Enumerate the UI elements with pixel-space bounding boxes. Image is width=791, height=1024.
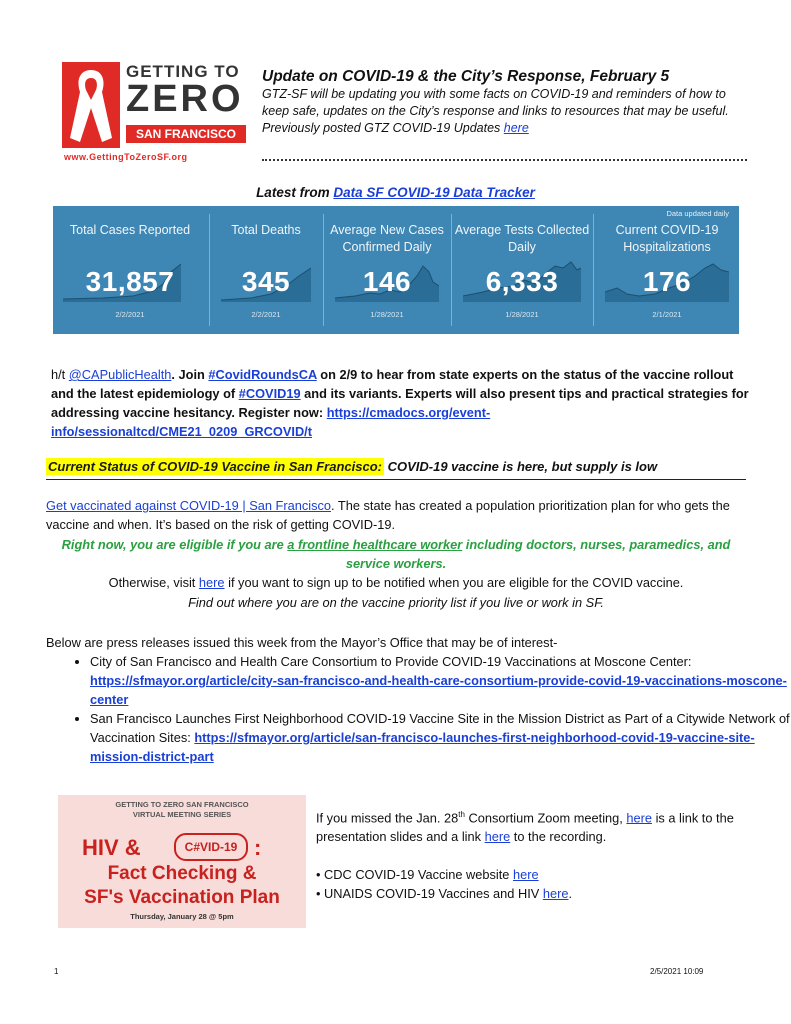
ht-prefix: h/t — [51, 367, 69, 382]
ht-text2: and its variants. Experts will also present tips and practical strategies for addressing vaccine hesitancy. Register now: — [51, 386, 749, 420]
covid-rounds-announcement — [51, 365, 751, 441]
status-rest: COVID-19 vaccine is here, but supply is low — [384, 459, 658, 474]
missed-p2: Consortium Zoom meeting, — [464, 810, 627, 826]
banner-covid: C#VID-19 — [174, 833, 248, 861]
priority-list-note: Find out where you are on the vaccine priority list if you live or work in SF. — [188, 595, 604, 610]
missed-sup: th — [458, 810, 465, 819]
logo-line3: SAN FRANCISCO — [126, 125, 246, 143]
unaids-suffix: . — [568, 886, 573, 901]
eligibility-suffix: including doctors, nurses, paramedics, and service workers. — [345, 537, 731, 571]
eligibility-prefix: Right now, you are eligible if you are — [61, 537, 288, 552]
press-text: San Francisco Launches First Neighborhood COVID-19 Vaccine Site in the Mission District as Part of a Citywide Network of Vaccination Sites: — [90, 711, 790, 745]
footer-timestamp: 2/5/2021 10:09 — [650, 967, 704, 976]
frontline-worker-link[interactable]: a frontline healthcare worker — [287, 537, 463, 552]
tile-date: 2/1/2021 — [652, 310, 682, 319]
tile-label: Average Tests Collected Daily — [454, 223, 590, 254]
unaids-text: • UNAIDS COVID-19 Vaccines and HIV — [316, 886, 543, 901]
banner-date: Thursday, January 28 @ 5pm — [130, 912, 234, 921]
banner-colon: : — [254, 835, 262, 860]
eligibility-note — [46, 535, 746, 573]
tile-label: Average New Cases Confirmed Daily — [330, 223, 444, 254]
missed-p1: If you missed the Jan. 28 — [316, 810, 459, 826]
tile-avg-new-cases — [325, 206, 449, 334]
vaccine-text: . The state has created a population prioritization plan for who gets the vaccine and when. It’s based on the risk of getting COVID-19. — [46, 498, 730, 532]
status-highlight: Current Status of COVID-19 Vaccine in San Francisco: — [48, 459, 382, 474]
cdc-link[interactable]: here — [512, 867, 539, 882]
tile-date: 2/2/2021 — [115, 310, 145, 319]
logo-line2: ZERO — [126, 78, 244, 120]
tile-date: 2/2/2021 — [251, 310, 281, 319]
updated-note: Data updated daily — [666, 209, 729, 218]
tile-hospitalizations — [595, 206, 739, 334]
notify-note — [46, 573, 746, 592]
header-divider — [262, 159, 747, 161]
tile-value: 31,857 — [85, 266, 175, 297]
banner-vaccination-plan: SF's Vaccination Plan — [84, 887, 280, 908]
logo-url: www.GettingToZeroSF.org — [64, 152, 188, 162]
tile-value: 6,333 — [485, 266, 559, 297]
tile-total-cases — [53, 206, 207, 334]
tile-separator — [209, 214, 210, 326]
page-title: Update on COVID-19 & the City’s Response, February 5 — [262, 68, 670, 85]
previous-updates — [262, 120, 752, 137]
covid19-hashtag-link[interactable]: #COVID19 — [238, 386, 301, 401]
tile-label: Current COVID-19 Hospitalizations — [615, 223, 719, 254]
tile-date: 1/28/2021 — [370, 310, 404, 319]
resource-links — [316, 865, 746, 903]
mission-site-link[interactable]: https://sfmayor.org/article/san-francisco-launches-first-neighborhood-covid-19-vaccine-site-mission-district-part — [90, 730, 755, 764]
press-intro: Below are press releases issued this week from the Mayor’s Office that may be of interest- — [46, 635, 558, 650]
meeting-banner — [58, 795, 306, 928]
tile-avg-tests — [453, 206, 591, 334]
ht-text1: on 2/9 to hear from state experts on the status of the vaccine rollout and the latest epidemiology of — [51, 367, 734, 401]
vaccine-status-heading — [46, 458, 746, 480]
list-item — [316, 865, 746, 884]
header-block — [262, 68, 752, 137]
header-description: GTZ-SF will be updating you with some facts on COVID-19 and reminders of how to keep safe, updates on the City’s response and links to resources that may be useful. — [262, 87, 729, 118]
latest-heading — [0, 185, 791, 200]
press-text: City of San Francisco and Health Care Consortium to Provide COVID-19 Vaccinations at Moscone Center: — [90, 654, 692, 669]
covid-data-tracker — [53, 206, 739, 334]
tile-date: 1/28/2021 — [505, 310, 539, 319]
notify-suffix: if you want to sign up to be notified when you are eligible for the COVID vaccine. — [224, 575, 684, 590]
missed-p4: to the recording. — [510, 829, 607, 845]
previous-updates-link[interactable]: here — [503, 121, 529, 135]
banner-hiv: HIV & — [82, 835, 141, 860]
missed-p3: is a link to the presentation slides and a link — [316, 810, 734, 845]
tile-label: Total Deaths — [231, 223, 301, 237]
get-vaccinated-link[interactable]: Get vaccinated against COVID-19 | San Francisco — [46, 498, 331, 513]
page-number: 1 — [54, 967, 59, 976]
tile-total-deaths — [211, 206, 321, 334]
logo-line1: GETTING TO — [126, 62, 240, 81]
unaids-link[interactable]: here — [542, 886, 569, 901]
slides-link[interactable]: here — [626, 810, 653, 826]
list-item — [316, 884, 746, 903]
covidroundsca-link[interactable]: #CovidRoundsCA — [208, 367, 317, 382]
latest-prefix: Latest from — [256, 185, 334, 200]
capublichealth-link[interactable]: @CAPublicHealth — [68, 367, 172, 382]
tile-value: 345 — [241, 266, 291, 297]
vaccine-info — [46, 496, 746, 534]
register-link[interactable]: https://cmadocs.org/event-info/sessionaltcd/CME21_0209_GRCOVID/t — [51, 405, 491, 439]
list-item — [90, 652, 790, 709]
tile-separator — [593, 214, 594, 326]
notify-link[interactable]: here — [198, 575, 225, 590]
list-item — [90, 709, 790, 766]
tile-label: Total Cases Reported — [69, 223, 191, 237]
moscone-link[interactable]: https://sfmayor.org/article/city-san-francisco-and-health-care-consortium-provide-covid-19-vaccinations-moscone-center — [90, 673, 787, 707]
tile-value: 146 — [362, 266, 412, 297]
tile-value: 176 — [642, 266, 692, 297]
missed-meeting — [316, 805, 746, 846]
gtz-logo — [62, 62, 252, 166]
banner-line2 — [58, 862, 306, 910]
tile-separator — [451, 214, 452, 326]
cdc-text: • CDC COVID-19 Vaccine website — [316, 867, 513, 882]
notify-prefix: Otherwise, visit — [108, 575, 199, 590]
data-tracker-link[interactable]: Data SF COVID-19 Data Tracker — [333, 185, 535, 200]
recording-link[interactable]: here — [484, 829, 511, 845]
banner-series: GETTING TO ZERO SAN FRANCISCO VIRTUAL MEETING SERIES — [115, 800, 249, 819]
press-list — [46, 652, 790, 766]
tile-separator — [323, 214, 324, 326]
previous-prefix: Previously posted GTZ COVID-19 Updates — [262, 121, 504, 135]
ht-join: . Join — [171, 367, 209, 382]
banner-fact-checking: Fact Checking & — [107, 863, 257, 884]
